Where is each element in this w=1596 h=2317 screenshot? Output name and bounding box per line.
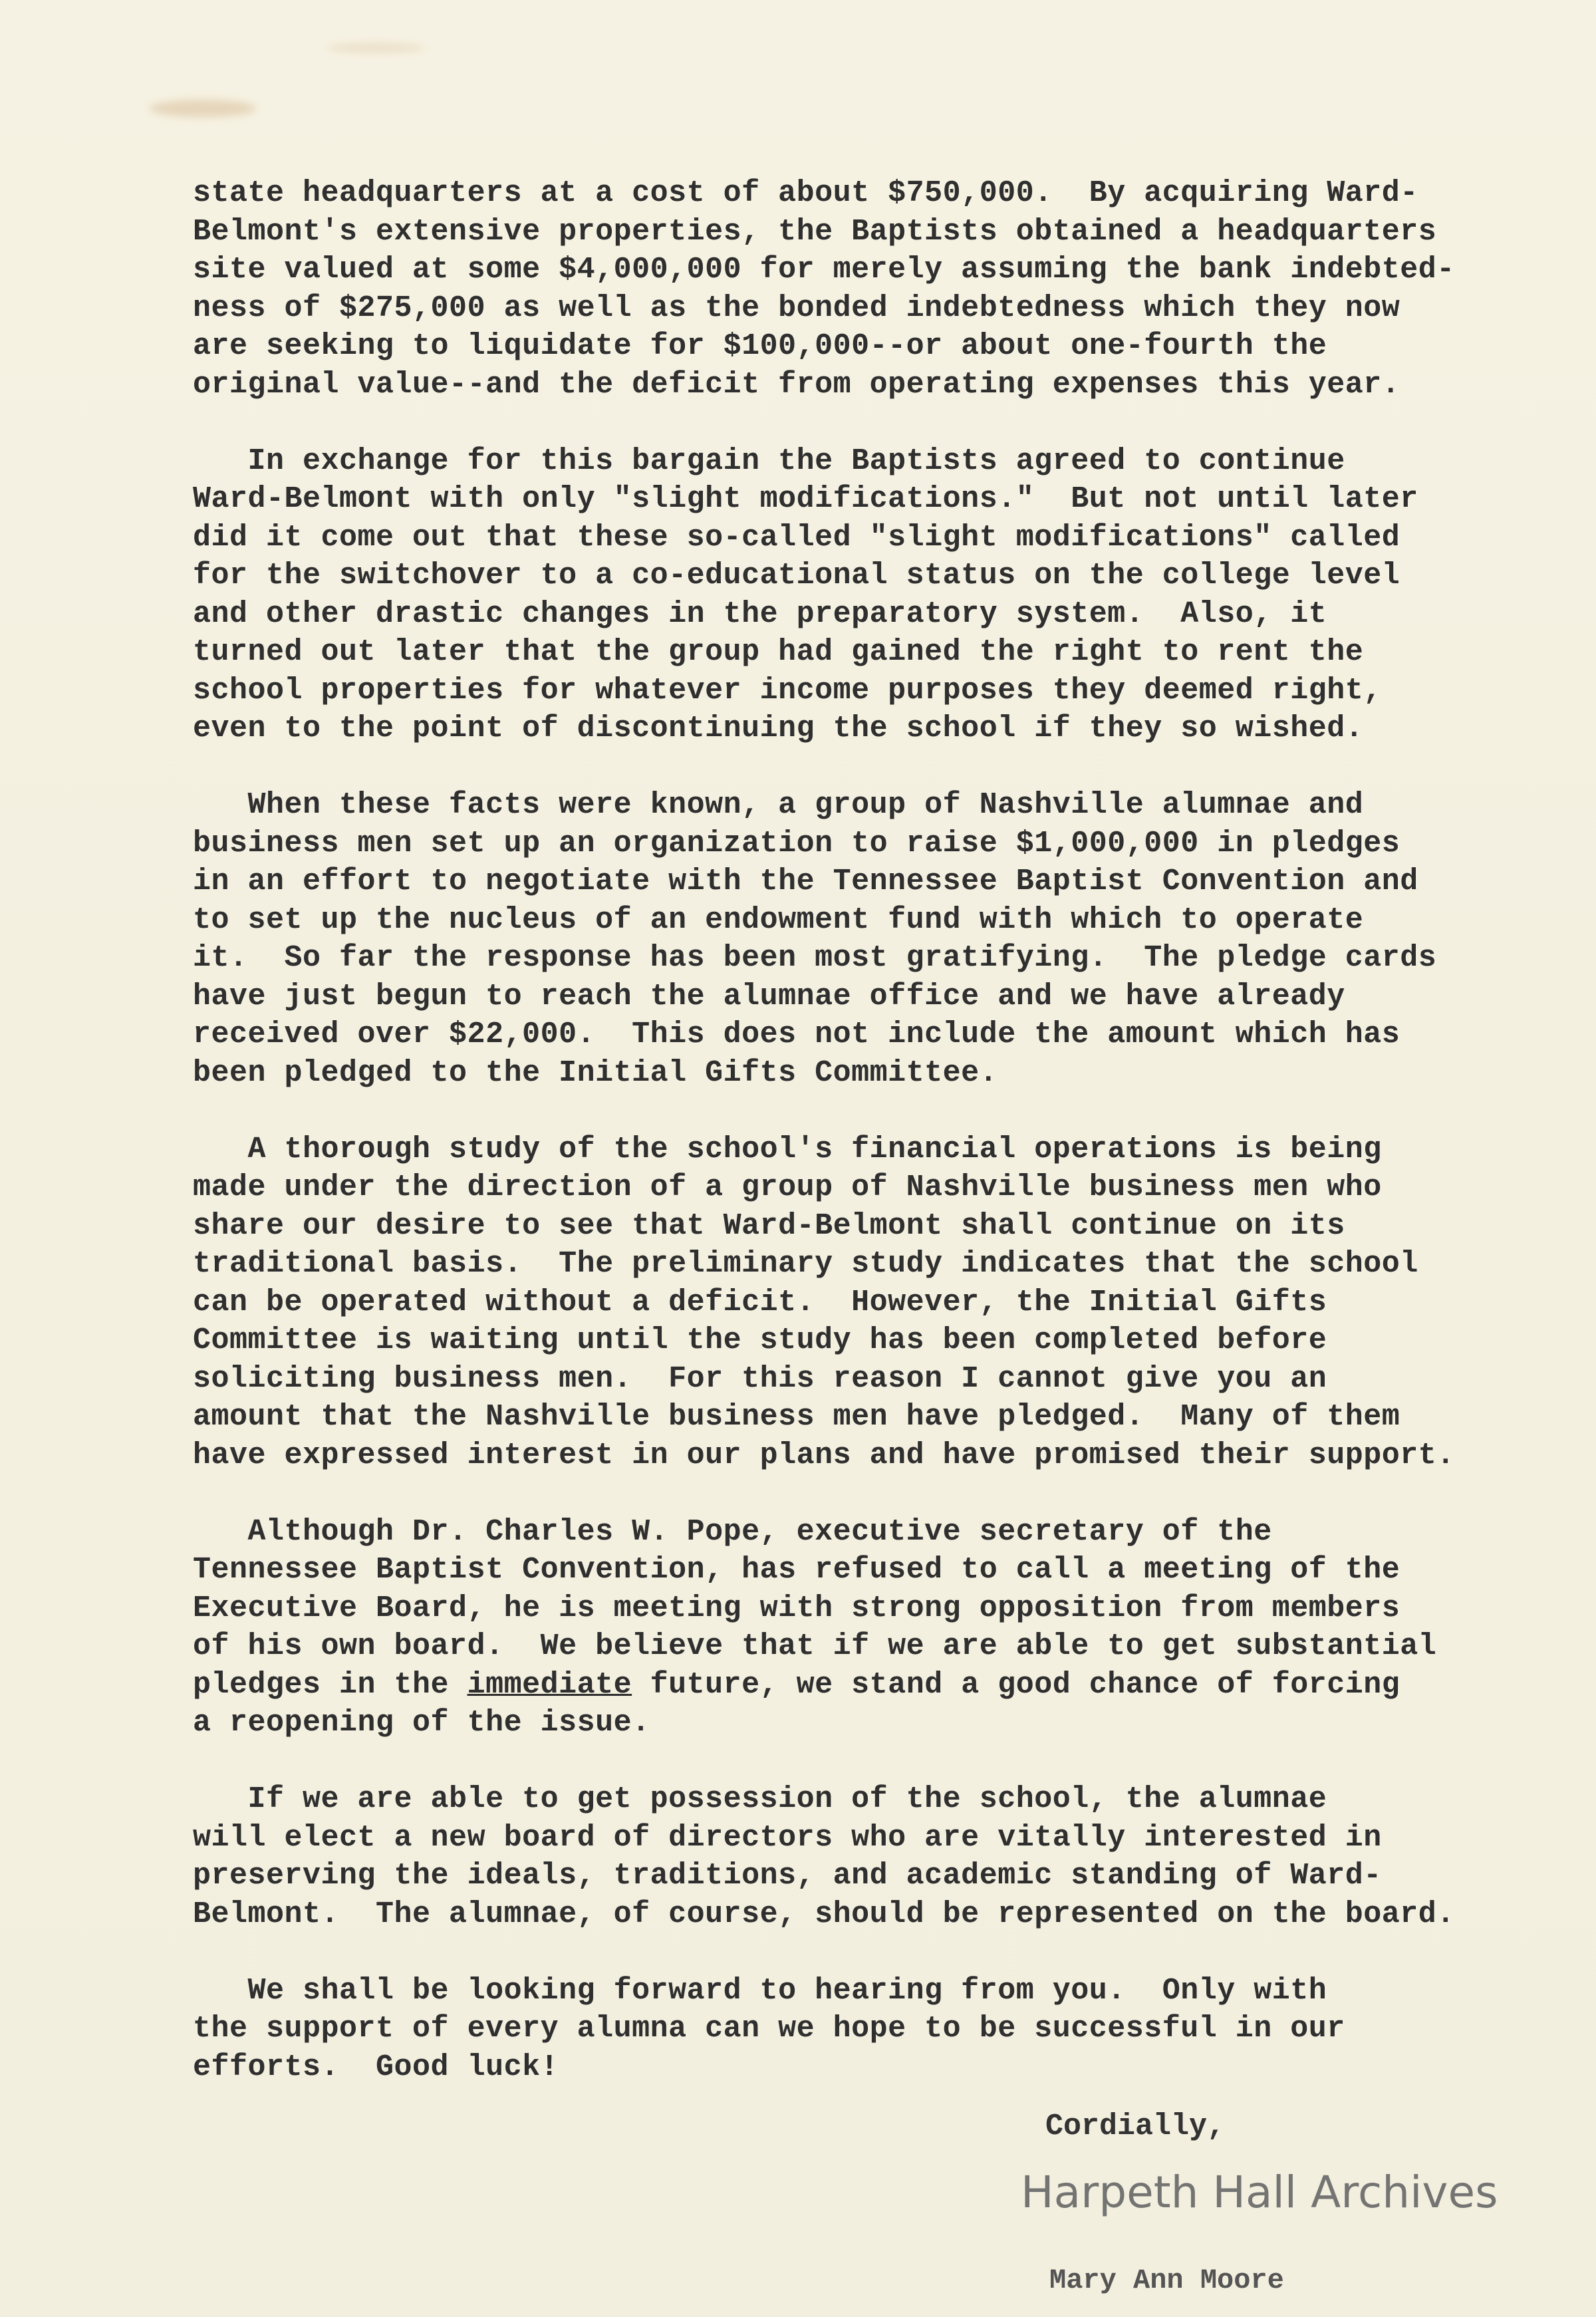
- letter-line: Committee is waiting until the study has been completed before: [193, 1323, 1327, 1357]
- letter-body: [193, 174, 1510, 2125]
- letter-line: of his own board. We believe that if we are able to get substantial: [193, 1629, 1437, 1663]
- letter-line: to set up the nucleus of an endowment fund with which to operate: [193, 902, 1364, 937]
- paragraph-exchange: [193, 442, 1510, 748]
- line-segment: future, we stand a good chance of forcing: [632, 1667, 1400, 1702]
- letter-line: traditional basis. The preliminary study indicates that the school: [193, 1247, 1418, 1281]
- archive-watermark: Harpeth Hall Archives: [1021, 2167, 1498, 2218]
- letter-line: efforts. Good luck!: [193, 2050, 559, 2084]
- letter-line: made under the direction of a group of Nashville business men who: [193, 1170, 1382, 1204]
- letter-line: ness of $275,000 as well as the bonded indebtedness which they now: [193, 291, 1400, 325]
- letter-line: school properties for whatever income purposes they deemed right,: [193, 673, 1382, 708]
- letter-line: business men set up an organization to raise $1,000,000 in pledges: [193, 826, 1400, 861]
- paragraph-closing-remarks: [193, 1972, 1510, 2087]
- letter-line: have just begun to reach the alumnae office and we have already: [193, 979, 1345, 1014]
- letter-line: Belmont's extensive properties, the Baptists obtained a headquarters: [193, 214, 1437, 249]
- letter-line: did it come out that these so-called "slight modifications" called: [193, 520, 1400, 555]
- letter-line: Executive Board, he is meeting with strong opposition from members: [193, 1591, 1400, 1625]
- letter-line: Tennessee Baptist Convention, has refused to call a meeting of the: [193, 1553, 1400, 1587]
- letter-line: can be operated without a deficit. However, the Initial Gifts: [193, 1285, 1327, 1319]
- letter-line: When these facts were known, a group of Nashville alumnae and: [193, 788, 1364, 822]
- underlined-word: immediate: [467, 1667, 632, 1702]
- letter-line: Belmont. The alumnae, of course, should be represented on the board.: [193, 1897, 1455, 1931]
- letter-line: are seeking to liquidate for $100,000--or about one-fourth the: [193, 329, 1327, 363]
- line-segment: pledges in the: [193, 1667, 467, 1702]
- letter-line: for the switchover to a co-educational status on the college level: [193, 559, 1400, 593]
- paragraph-pledges: [193, 786, 1510, 1092]
- letter-line: We shall be looking forward to hearing from you. Only with: [193, 1973, 1327, 2008]
- letter-line: a reopening of the issue.: [193, 1706, 650, 1740]
- letter-line: will elect a new board of directors who are vitally interested in: [193, 1820, 1382, 1855]
- letter-line-with-underline: [193, 1666, 1510, 1704]
- letter-line: site valued at some $4,000,000 for merely assuming the bank indebted-: [193, 253, 1455, 287]
- letter-line: received over $22,000. This does not include the amount which has: [193, 1018, 1400, 1051]
- paragraph-financial-study: [193, 1131, 1510, 1475]
- paragraph-headquarters: [193, 174, 1510, 404]
- letter-line: Ward-Belmont with only "slight modifications." But not until later: [193, 482, 1418, 516]
- letter-line: original value--and the deficit from operating expenses this year.: [193, 367, 1400, 402]
- paragraph-opposition: [193, 1513, 1510, 1742]
- paper-stain: [150, 100, 256, 117]
- letter-line: it. So far the response has been most gratifying. The pledge cards: [193, 941, 1437, 975]
- letter-line: In exchange for this bargain the Baptists agreed to continue: [193, 444, 1345, 478]
- letter-line: the support of every alumna can we hope to be successful in our: [193, 2012, 1345, 2046]
- letter-line: If we are able to get possession of the school, the alumnae: [193, 1782, 1327, 1816]
- letter-line: and other drastic changes in the preparatory system. Also, it: [193, 597, 1327, 631]
- letter-line: state headquarters at a cost of about $750,000. By acquiring Ward-: [193, 176, 1418, 210]
- letter-signature: Mary Ann Moore: [1049, 2264, 1284, 2296]
- letter-line: even to the point of discontinuing the school if they so wished.: [193, 712, 1364, 746]
- letter-line: preserving the ideals, traditions, and academic standing of Ward-: [193, 1859, 1382, 1893]
- letter-line: amount that the Nashville business men have pledged. Many of them: [193, 1400, 1400, 1434]
- letter-line: turned out later that the group had gained the right to rent the: [193, 635, 1364, 669]
- letter-line: been pledged to the Initial Gifts Committee.: [193, 1055, 998, 1090]
- paper-stain: [326, 43, 426, 53]
- letter-line: soliciting business men. For this reason I cannot give you an: [193, 1361, 1327, 1396]
- letter-line: share our desire to see that Ward-Belmont shall continue on its: [193, 1208, 1345, 1243]
- letter-line: Although Dr. Charles W. Pope, executive secretary of the: [193, 1514, 1272, 1549]
- paragraph-possession: [193, 1780, 1510, 1933]
- letter-closing: Cordially,: [1045, 2110, 1226, 2143]
- letter-line: A thorough study of the school's financial operations is being: [193, 1132, 1382, 1166]
- letter-line: in an effort to negotiate with the Tennessee Baptist Convention and: [193, 865, 1418, 898]
- letter-line: have expressed interest in our plans and have promised their support.: [193, 1438, 1455, 1472]
